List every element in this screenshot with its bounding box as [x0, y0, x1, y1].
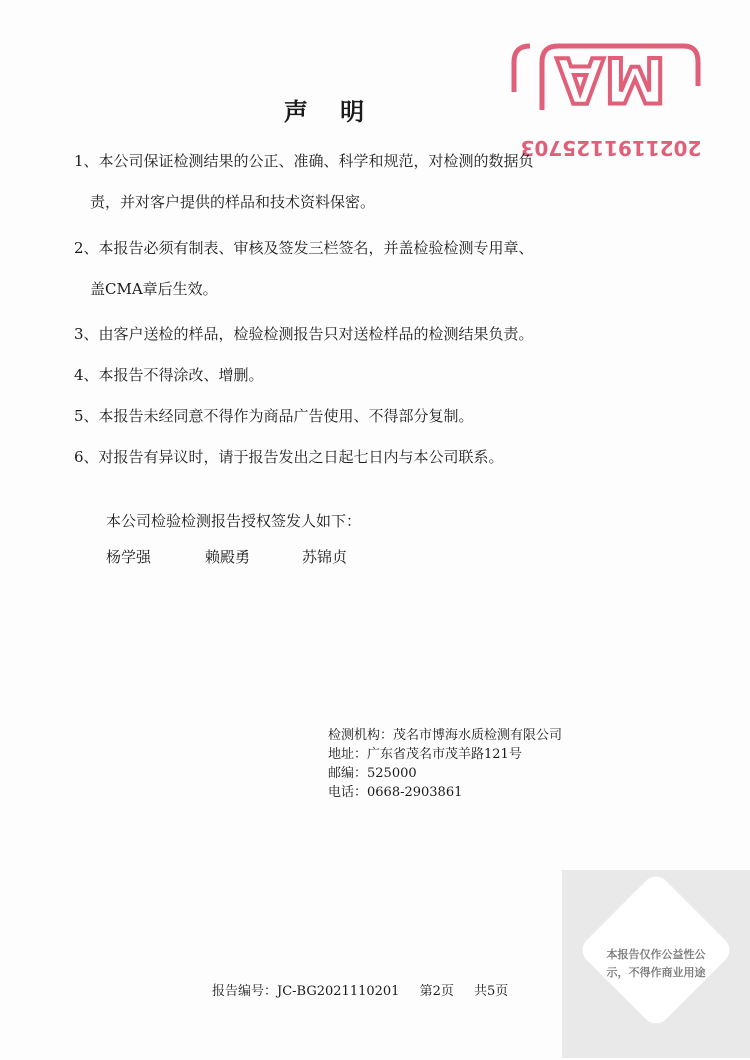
- signatory-name: 杨学强: [106, 548, 152, 566]
- clause-1: [74, 141, 634, 223]
- clause-2: [74, 228, 634, 310]
- clause-text: 本公司保证检测结果的公正、准确、科学和规范，对检测的数据负: [98, 152, 534, 170]
- organization-info: [328, 726, 562, 802]
- clause-text: 责，并对客户提供的样品和技术资料保密。: [90, 193, 376, 211]
- stamp-letters: MA: [556, 43, 666, 116]
- clause-number: 1、: [74, 152, 99, 170]
- watermark-badge: [562, 870, 750, 1058]
- clause-number: 2、: [74, 239, 99, 257]
- stamp-number: 2021191125703: [520, 136, 702, 160]
- page-total: 共5页: [474, 984, 509, 999]
- clause-number: 6、: [74, 448, 99, 466]
- clause-text: 本报告未经同意不得作为商品广告使用、不得部分复制。: [98, 407, 474, 425]
- clause-text: 本报告不得涂改、增删。: [98, 366, 264, 384]
- org-phone: 电话：0668-2903861: [328, 785, 463, 800]
- signatories-intro: 本公司检验检测报告授权签发人如下：: [106, 512, 362, 530]
- clause-3: [74, 314, 634, 355]
- clause-number: 3、: [74, 325, 99, 343]
- page-footer: [212, 980, 524, 999]
- clause-number: 4、: [74, 366, 99, 384]
- clause-text: 盖CMA章后生效。: [90, 280, 218, 298]
- org-address: 地址：广东省茂名市茂羊路121号: [328, 747, 522, 762]
- page-number: 第2页: [419, 984, 454, 999]
- clause-text: 对报告有异议时，请于报告发出之日起七日内与本公司联系。: [98, 448, 504, 466]
- clause-text: 由客户送检的样品，检验检测报告只对送检样品的检测结果负责。: [98, 325, 534, 343]
- document-title: 声 明: [283, 97, 377, 126]
- signatory-name: 赖殿勇: [205, 548, 251, 566]
- report-number: 报告编号：JC-BG2021110201: [212, 984, 400, 999]
- org-postcode: 邮编：525000: [328, 766, 417, 781]
- clause-4: [74, 355, 634, 396]
- signatory-name: 苏锦贞: [302, 548, 348, 566]
- clause-6: [74, 437, 634, 478]
- org-name: 检测机构：茂名市博海水质检测有限公司: [328, 728, 563, 743]
- clause-5: [74, 396, 634, 437]
- watermark-line-2: 示，不得作商业用途: [606, 966, 706, 979]
- clause-number: 5、: [74, 407, 99, 425]
- clause-text: 本报告必须有制表、审核及签发三栏签名，并盖检验检测专用章、: [98, 239, 534, 257]
- watermark-line-1: 本报告仅作公益性公: [606, 948, 706, 961]
